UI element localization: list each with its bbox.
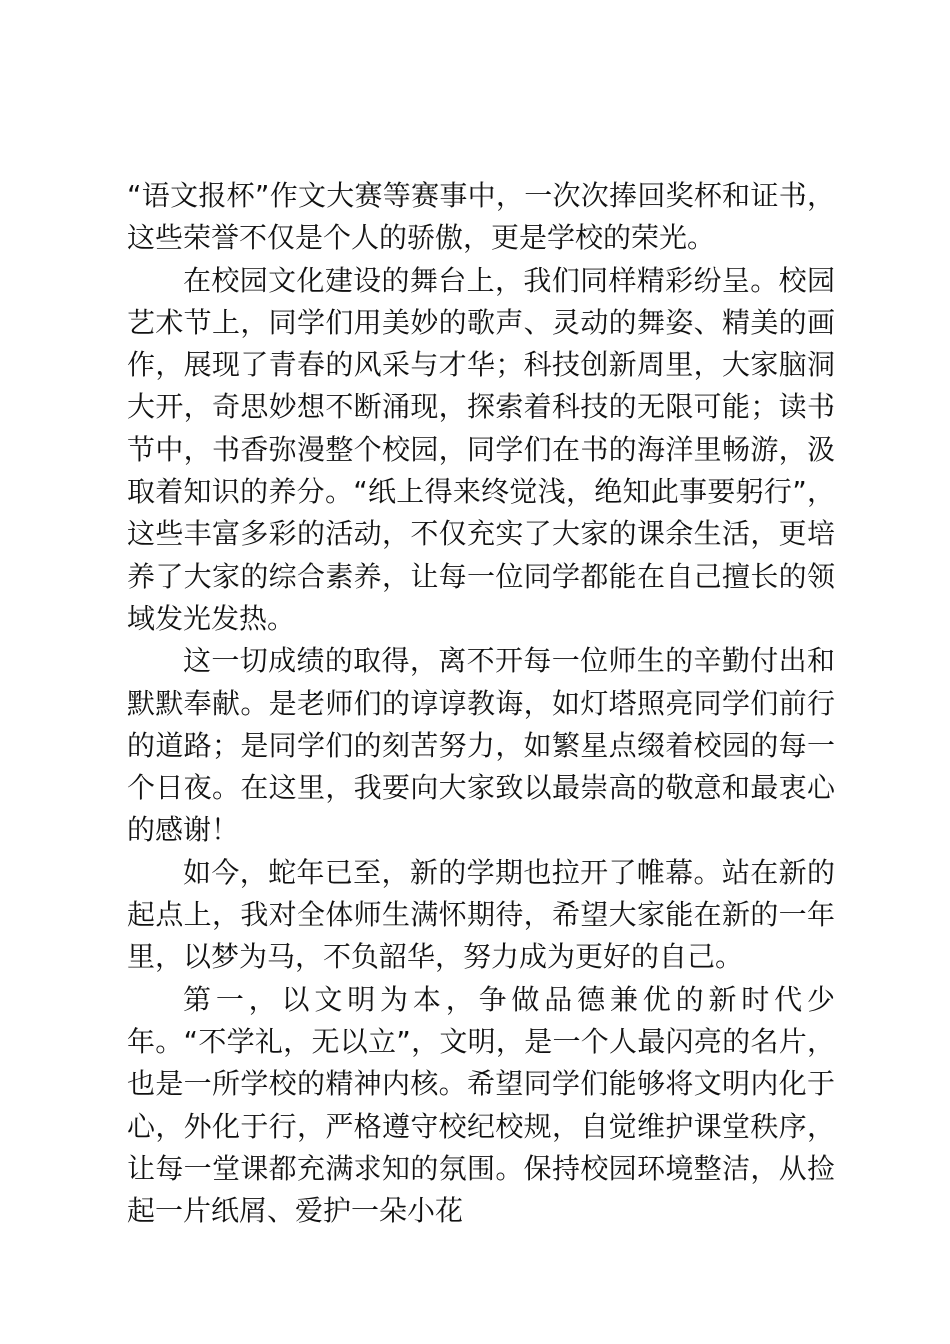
paragraph-5: 第一，以文明为本，争做品德兼优的新时代少年。“不学礼，无以立”，文明，是一个人最闪亮的名片，也是一所学校的精神内核。希望同学们能够将文明内化于心，外化于行，严格遵守校纪校规，自觉维护课堂秩序，让每一堂课都充满求知的氛围。保持校园环境整洁，从捡起一片纸屑、爱护一朵小花 [127,982,835,1228]
paragraph-2: 在校园文化建设的舞台上，我们同样精彩纷呈。校园艺术节上，同学们用美妙的歌声、灵动的舞姿、精美的画作，展现了青春的风采与才华；科技创新周里，大家脑洞大开，奇思妙想不断涌现，探索着科技的无限可能；读书节中，书香弥漫整个校园，同学们在书的海洋里畅游，汲取着知识的养分。“纸上得来终觉浅，绝知此事要躬行”，这些丰富多彩的活动，不仅充实了大家的课余生活，更培养了大家的综合素养，让每一位同学都能在自己擅长的领域发光发热。 [127,263,835,635]
paragraph-3: 这一切成绩的取得，离不开每一位师生的辛勤付出和默默奉献。是老师们的谆谆教诲，如灯塔照亮同学们前行的道路；是同学们的刻苦努力，如繁星点缀着校园的每一个日夜。在这里，我要向大家致以最崇高的敬意和最衷心的感谢！ [127,644,835,847]
paragraph-4: 如今，蛇年已至，新的学期也拉开了帷幕。站在新的起点上，我对全体师生满怀期待，希望大家能在新的一年里，以梦为马，不负韶华，努力成为更好的自己。 [127,855,835,974]
document-body [127,175,835,1232]
paragraph-1: “语文报杯”作文大赛等赛事中，一次次捧回奖杯和证书，这些荣誉不仅是个人的骄傲，更是学校的荣光。 [127,179,835,255]
